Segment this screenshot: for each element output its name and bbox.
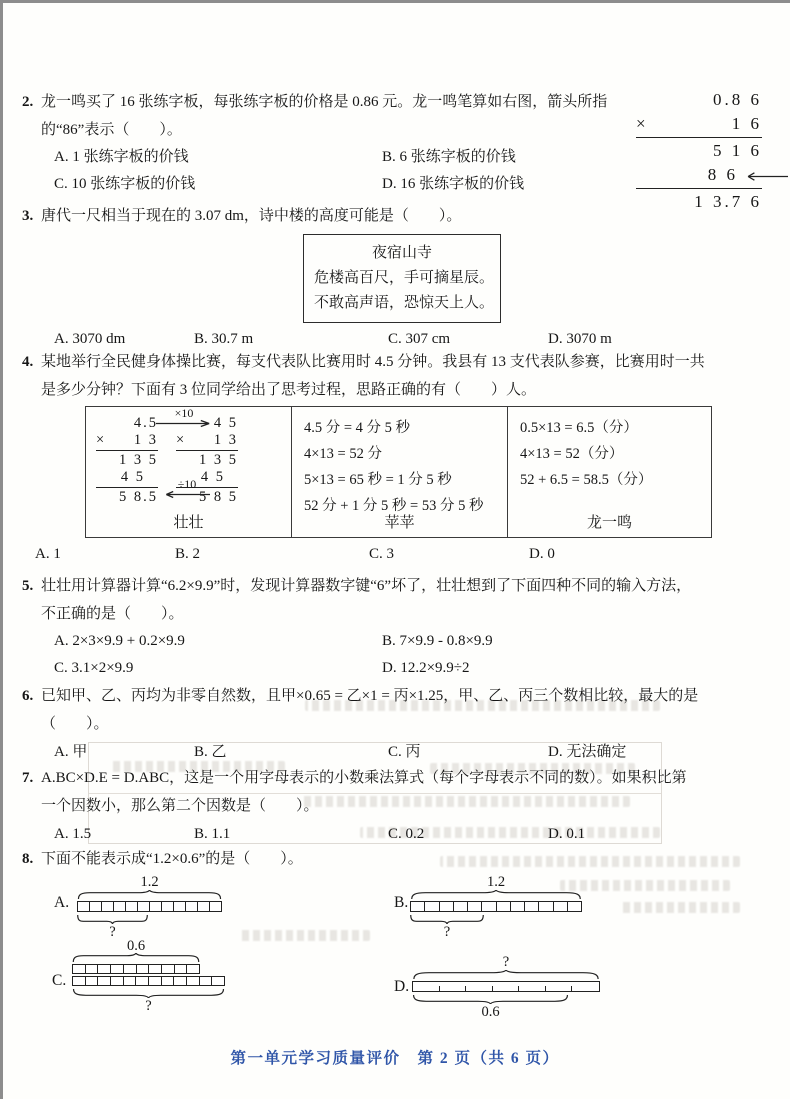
partial-product-2 (636, 163, 762, 187)
student-caption: 龙一鸣 (586, 515, 632, 531)
option-b: B. 1.1 (194, 826, 231, 842)
option-d: D. 0 (529, 546, 555, 562)
poem-line: 危楼高百尺，手可摘星辰。 (314, 270, 495, 286)
times-sign: × (636, 114, 649, 133)
segmented-bar (410, 901, 582, 912)
rule-line (636, 137, 762, 138)
option-d: D. 0.1 (548, 826, 586, 842)
times-10-label: ×10 (174, 406, 194, 420)
option-b: B. 6 张练字板的价钱 (382, 149, 516, 165)
question-number: 6. (22, 688, 34, 704)
brace-bottom-icon (77, 915, 148, 924)
equation-line: 4.5 分 = 4 分 5 秒 (304, 420, 411, 436)
question-text-line: A.BC×D.E = D.ABC，这是一个用字母表示的小数乘法算式（每个字母表示不同的数）。如果积比第 (41, 770, 687, 786)
option-d: D. 无法确定 (548, 744, 627, 760)
segmented-bar (72, 976, 225, 986)
question-text-line: 已知甲、乙、丙均为非零自然数，且甲×0.65 = 乙×1 = 丙×1.25，甲、乙、丙三个数相比较，最大的是 (41, 688, 699, 704)
mini-multiplication-left (96, 415, 158, 506)
rule-line (176, 450, 238, 451)
divide-10-label: ÷10 (177, 477, 197, 491)
arrow-left-icon (164, 490, 210, 499)
option-a: A. 1.5 (54, 826, 92, 842)
option-b: B. 30.7 m (194, 331, 254, 347)
option-b: B. 7×9.9 - 0.8×9.9 (382, 633, 493, 649)
mm-product: 5 8 5 (199, 489, 238, 505)
question-text-line: 龙一鸣买了 16 张练字板，每张练字板的价格是 0.86 元。龙一鸣笔算如右图，箭头所指 (41, 94, 608, 110)
option-c: C. 3 (369, 546, 395, 562)
option-a: A. 1 张练字板的价钱 (54, 149, 189, 165)
brace-top-icon (77, 890, 222, 899)
question-text-line: 下面不能表示成“1.2×0.6”的是（ ）。 (41, 851, 303, 867)
mm-product: 5 8.5 (119, 489, 158, 505)
question-number: 3. (22, 208, 34, 224)
multiplicand: 0.8 6 (713, 90, 762, 109)
equation-line: 52 分 + 1 分 5 秒 = 53 分 5 秒 (304, 498, 484, 514)
question-text-line: 唐代一尺相当于现在的 3.07 dm，诗中楼的高度可能是（ ）。 (41, 208, 462, 224)
partial-product-1: 5 1 6 (713, 141, 762, 160)
diagram-top-label: 1.2 (140, 874, 159, 890)
rule-line (96, 450, 158, 451)
diagram-letter: A. (54, 894, 70, 911)
multiplier: 1 6 (731, 114, 762, 133)
option-c: C. 0.2 (388, 826, 425, 842)
question-text-line: 是多少分钟？下面有 3 位同学给出了思考过程，思路正确的有（ ）人。 (41, 382, 537, 398)
question-number: 5. (22, 578, 34, 594)
diagram-bottom-label: 0.6 (481, 1004, 500, 1020)
mm-multiplier: 1 3 (213, 432, 238, 448)
equation-line: 52 + 6.5 = 58.5（分） (520, 472, 653, 488)
diagram-top-label: 1.2 (486, 874, 506, 890)
mm-partial-2: 4 5 (200, 469, 225, 485)
diagram-letter: C. (52, 972, 67, 989)
option-b: B. 2 (175, 546, 201, 562)
option-c: C. 307 cm (388, 331, 451, 347)
question-3 (22, 202, 772, 353)
question-text-line: 壮壮用计算器计算“6.2×9.9”时，发现计算器数字键“6”坏了，壮壮想到了下面四种不同的输入方法， (41, 578, 692, 594)
times-sign: × (176, 432, 187, 448)
poem-title: 夜宿山寺 (371, 245, 432, 261)
question-2 (22, 88, 772, 211)
mm-top: 4.5 (133, 415, 158, 431)
diagram-top-label: ? (502, 954, 510, 970)
question-text-line: （ ）。 (41, 716, 109, 732)
equation-line: 5×13 = 65 秒 = 1 分 5 秒 (304, 472, 452, 488)
option-d: D. 3070 m (548, 331, 612, 347)
arrow-left-icon (746, 171, 788, 182)
scan-edge-left (0, 0, 3, 1099)
option-a: A. 甲 (54, 744, 88, 760)
question-number: 8. (22, 851, 34, 867)
product: 1 3.7 6 (694, 192, 762, 211)
option-d: D. 16 张练字板的价钱 (382, 176, 525, 192)
mm-top: 4 5 (213, 415, 238, 431)
question-text-line: 某地举行全民健身体操比赛，每支代表队比赛用时 4.5 分钟。我县有 13 支代表队参赛，比赛用时一共 (41, 354, 705, 370)
brace-top-icon (72, 953, 200, 962)
poem-line: 不敢高声语，恐惊天上人。 (314, 295, 495, 311)
option-a: A. 2×3×9.9 + 0.2×9.9 (54, 633, 185, 649)
diagram-bottom-label: ? (109, 924, 116, 940)
option-d: D. 12.2×9.9÷2 (382, 660, 470, 676)
student-caption: 苹苹 (384, 515, 415, 531)
segmented-bar (412, 981, 600, 992)
divide-10-arrow (164, 479, 210, 499)
student-column-longyiming (508, 407, 711, 537)
option-c: C. 3.1×2×9.9 (54, 660, 134, 676)
poem-box (303, 234, 501, 323)
student-caption: 壮壮 (173, 515, 204, 531)
option-c: C. 10 张练字板的价钱 (54, 176, 196, 192)
option-a: A. 3070 dm (54, 331, 126, 347)
rule-line (96, 487, 158, 488)
times-sign: × (96, 432, 107, 448)
question-8 (22, 845, 772, 1035)
question-number: 7. (22, 770, 34, 786)
mm-multiplier: 1 3 (133, 432, 158, 448)
equation-line: 4×13 = 52（分） (520, 446, 624, 462)
partial-product-2-digits: 8 6 (707, 165, 738, 184)
equation-line: 4×13 = 52 分 (304, 446, 382, 462)
brace-bottom-icon (410, 915, 484, 924)
question-number: 2. (22, 94, 34, 110)
option-a: A. 1 (35, 546, 61, 562)
students-work-table (85, 406, 712, 538)
option-c: C. 丙 (388, 744, 421, 760)
student-column-pingping (292, 407, 508, 537)
mm-partial-2: 4 5 (120, 469, 145, 485)
question-number: 4. (22, 354, 34, 370)
brace-bottom-icon (412, 995, 569, 1004)
vertical-multiplication (636, 88, 762, 214)
page-footer: 第一单元学习质量评价 第 2 页（共 6 页） (230, 1050, 560, 1067)
question-6 (22, 682, 772, 766)
option-b: B. 乙 (194, 744, 227, 760)
brace-bottom-icon (72, 989, 225, 998)
diagram-bottom-label: ? (145, 998, 152, 1014)
diagram-letter: B. (394, 894, 409, 911)
mm-partial-1: 1 3 5 (119, 452, 158, 468)
question-4 (22, 348, 772, 568)
brace-top-icon (410, 890, 582, 899)
diagram-letter: D. (394, 978, 410, 995)
tape-diagram-b (372, 874, 612, 940)
tape-diagram-a (54, 874, 284, 940)
question-text-line: 的“86”表示（ ）。 (41, 122, 182, 138)
diagram-bottom-label: ? (443, 924, 451, 940)
segmented-bar (77, 901, 222, 912)
question-7 (22, 764, 772, 848)
brace-top-icon (412, 970, 600, 979)
question-5 (22, 572, 772, 682)
student-column-zhuangzhuang (86, 407, 292, 537)
segmented-bar (72, 964, 200, 974)
mm-partial-1: 1 3 5 (199, 452, 238, 468)
tape-diagram-d (372, 955, 612, 1021)
tape-diagrams (22, 873, 772, 1035)
diagram-top-label: 0.6 (126, 938, 146, 954)
rule-line (636, 188, 762, 189)
tape-diagram-c (52, 939, 282, 1031)
question-text-line: 不正确的是（ ）。 (41, 606, 184, 622)
question-text-line: 一个因数小，那么第二个因数是（ ）。 (41, 798, 319, 814)
equation-line: 0.5×13 = 6.5（分） (520, 420, 638, 436)
scan-edge-top (0, 0, 790, 3)
